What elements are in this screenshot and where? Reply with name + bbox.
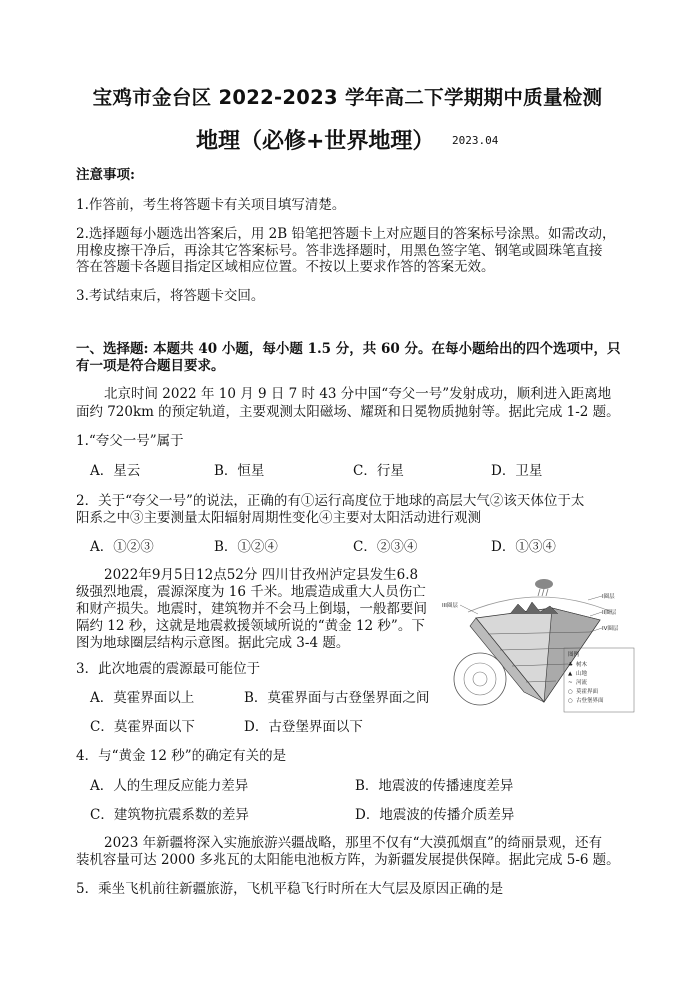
diagram-legend (564, 648, 634, 712)
legend-item-gutenberg: 古登堡界面 (576, 698, 604, 704)
passage-3-line-2: 装机容量可达 2000 多兆瓦的太阳能电池板方阵，为新疆发展提供保障。据此完成 5-6 题。 (76, 852, 620, 868)
exam-title: 宝鸡市金台区 2022-2023 学年高二下学期期中质量检测 (92, 86, 603, 109)
question-1-option-a: A．星云 (90, 463, 141, 479)
notice-item-1: 1.作答前，考生将答题卡有关项目填写清楚。 (76, 197, 346, 213)
exam-date: 2023.04 (452, 134, 499, 147)
passage-2-line-3: 和财产损失。地震时，建筑物并不会马上倒塌，一般都要间 (76, 601, 427, 617)
legend-item-river: 河流 (576, 680, 588, 686)
question-2-stem-line-2: 阳系之中③主要测量太阳辐射周期性变化④主要对太阳活动进行观测 (76, 510, 481, 526)
layer-label-2: II圈层 (602, 610, 617, 616)
legend-item-mountain: 山地 (576, 671, 588, 677)
mountain-icon: ▲ (568, 671, 573, 677)
exam-subtitle: 地理（必修+世界地理） (196, 129, 435, 154)
notice-item-2-line-1: 2.选择题每小题选出答案后，用 2B 铅笔把答题卡上对应题目的答案标号涂黑。如需改动， (76, 226, 616, 242)
question-1-option-b: B．恒星 (214, 463, 265, 479)
question-4-option-d: D．地震波的传播介质差异 (355, 807, 515, 823)
legend-item-moho: 莫霍界面 (576, 689, 599, 695)
legend-item-tree: 树木 (576, 662, 588, 668)
inner-sphere (454, 653, 506, 705)
question-3-option-c: C．莫霍界面以下 (90, 719, 195, 735)
legend-title: 图例 (568, 652, 580, 658)
question-1-stem: 1.“夸父一号”属于 (76, 433, 184, 449)
question-2-stem-line-1: 2．关于“夸父一号”的说法，正确的有①运行高度位于地球的高层大气②该天体位于太 (76, 493, 585, 509)
question-4-option-a: A．人的生理反应能力差异 (90, 778, 249, 794)
question-4-option-c: C．建筑物抗震系数的差异 (90, 807, 249, 823)
gutenberg-icon: ○ (568, 698, 573, 704)
question-1-option-c: C．行星 (353, 463, 404, 479)
earth-wedge (470, 602, 600, 702)
passage-2-line-5: 图为地球圈层结构示意图。据此完成 3-4 题。 (76, 635, 350, 651)
notice-heading: 注意事项: (76, 167, 135, 183)
passage-2-line-1: 2022年9月5日12点52分 四川甘孜州泸定县发生6.8 (104, 567, 419, 583)
question-2-option-c: C．②③④ (353, 539, 418, 555)
passage-3-line-1: 2023 年新疆将深入实施旅游兴疆战略，那里不仅有“大漠孤烟直”的绮丽景观，还有 (104, 835, 602, 851)
layer-label-3: III圈层 (442, 603, 458, 609)
passage-1-line-2: 面约 720km 的预定轨道，主要观测太阳磁场、耀斑和日冕物质抛射等。据此完成 1-2 题。 (76, 404, 620, 420)
question-3-option-a: A．莫霍界面以上 (90, 690, 195, 706)
question-3-option-b: B．莫霍界面与古登堡界面之间 (244, 690, 430, 706)
notice-item-2-line-2: 用橡皮擦干净后，再涂其它答案标号。答非选择题时，用黑色签字笔、钢笔或圆珠笔直接 (76, 243, 603, 259)
cloud-icon (535, 579, 553, 596)
section-1-heading-line-1: 一、选择题: 本题共 40 小题，每小题 1.5 分，共 60 分。在每小题给出的四个选项中，只 (76, 341, 621, 357)
passage-1-line-1: 北京时间 2022 年 10 月 9 日 7 时 43 分中国“夸父一号”发射成功，顺利进入距离地 (104, 386, 612, 402)
notice-item-3: 3.考试结束后，将答题卡交回。 (76, 288, 265, 304)
tree-icon: ♣ (568, 662, 573, 668)
question-2-option-b: B．①②④ (214, 539, 278, 555)
passage-2-line-4: 隔约 12 秒，这就是地震救援领域所说的“黄金 12 秒”。下 (76, 618, 425, 634)
earth-layers-diagram (440, 574, 640, 714)
question-3-stem: 3．此次地震的震源最可能位于 (76, 661, 261, 677)
question-3-option-d: D．古登堡界面以下 (244, 719, 363, 735)
question-1-option-d: D．卫星 (491, 463, 543, 479)
layer-label-4: IV圈层 (602, 626, 619, 632)
moho-icon: ○ (568, 689, 573, 695)
question-2-option-a: A．①②③ (90, 539, 154, 555)
question-4-option-b: B．地震波的传播速度差异 (355, 778, 514, 794)
notice-item-2-line-3: 答在答题卡各题目指定区域相应位置。不按以上要求作答的答案无效。 (76, 259, 495, 275)
question-4-stem: 4．与“黄金 12 秒”的确定有关的是 (76, 748, 287, 764)
passage-2-line-2: 级强烈地震，震源深度为 16 千米。地震造成重大人员伤亡 (76, 584, 426, 600)
question-2-option-d: D．①③④ (491, 539, 556, 555)
river-icon: ~ (568, 680, 573, 686)
section-1-heading-line-2: 有一项是符合题目要求。 (76, 358, 225, 374)
layer-label-1: I圈层 (602, 594, 615, 600)
question-5-stem: 5．乘坐飞机前往新疆旅游，飞机平稳飞行时所在大气层及原因正确的是 (76, 881, 504, 897)
